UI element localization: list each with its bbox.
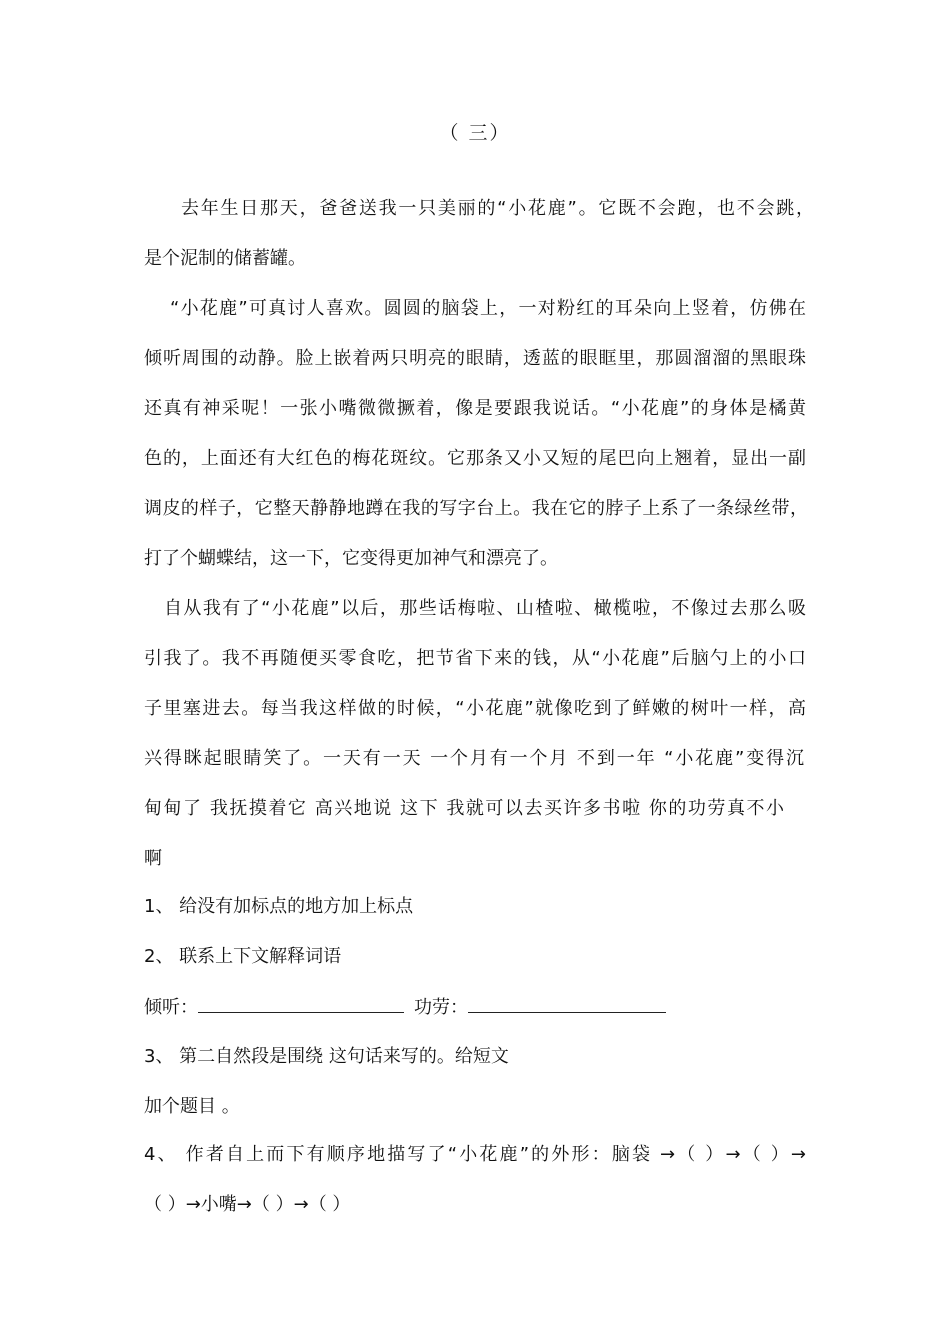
passage-line: 倾听周围的动静。脸上嵌着两只明亮的眼睛，透蓝的眼眶里，那圆溜溜的黑眼珠 [144,348,806,369]
passage-line: 子里塞进去。每当我这样做的时候，“小花鹿”就像吃到了鲜嫩的树叶一样，高 [144,698,806,719]
question-3: 3、 第二自然段是围绕 这句话来写的。给短文 [144,1046,509,1067]
section-title: （ 三） [439,122,511,144]
question-1: 1、 给没有加标点的地方加上标点 [144,896,414,917]
passage-line: 兴得眯起眼睛笑了。一天有一天 一个月有一个月 不到一年 “小花鹿”变得沉 [144,748,804,769]
question-4: 4、 作者自上而下有顺序地描写了“小花鹿”的外形：脑袋 →（ ）→（ ）→ [144,1144,806,1165]
passage-line: 色的，上面还有大红色的梅花斑纹。它那条又小又短的尾巴向上翘着，显出一副 [144,448,806,469]
question-2: 2、 联系上下文解释词语 [144,946,342,967]
passage-line: 引我了。我不再随便买零食吃，把节省下来的钱，从“小花鹿”后脑勺上的小口 [144,648,806,669]
word-label-gonglao: 功劳： [414,997,468,1018]
passage-line: 打了个蝴蝶结，这一下，它变得更加神气和漂亮了。 [144,548,558,569]
passage-line: 还真有神采呢！一张小嘴微微撅着，像是要跟我说话。“小花鹿”的身体是橘黄 [144,398,806,419]
question-4-continued: （ ）→小嘴→（ ）→（ ） [144,1194,351,1215]
passage-line: 去年生日那天，爸爸送我一只美丽的“小花鹿”。它既不会跑，也不会跳， [181,198,814,219]
question-2-answers [144,994,814,1021]
passage-line: 啊 [144,848,162,869]
question-3-title: 加个题目 。 [144,1096,240,1117]
answer-blank-gonglao[interactable] [468,994,666,1013]
passage-line: 是个泥制的储蓄罐。 [144,248,306,269]
answer-blank-qingting[interactable] [198,994,404,1013]
passage-line: “小花鹿”可真讨人喜欢。圆圆的脑袋上，一对粉红的耳朵向上竖着，仿佛在 [170,298,806,319]
word-label-qingting: 倾听： [144,997,198,1018]
passage-line: 调皮的样子，它整天静静地蹲在我的写字台上。我在它的脖子上系了一条绿丝带， [144,498,808,519]
passage-line: 自从我有了“小花鹿”以后，那些话梅啦、山楂啦、橄榄啦，不像过去那么吸 [164,598,806,619]
passage-line: 甸甸了 我抚摸着它 高兴地说 这下 我就可以去买许多书啦 你的功劳真不小 [144,798,784,819]
